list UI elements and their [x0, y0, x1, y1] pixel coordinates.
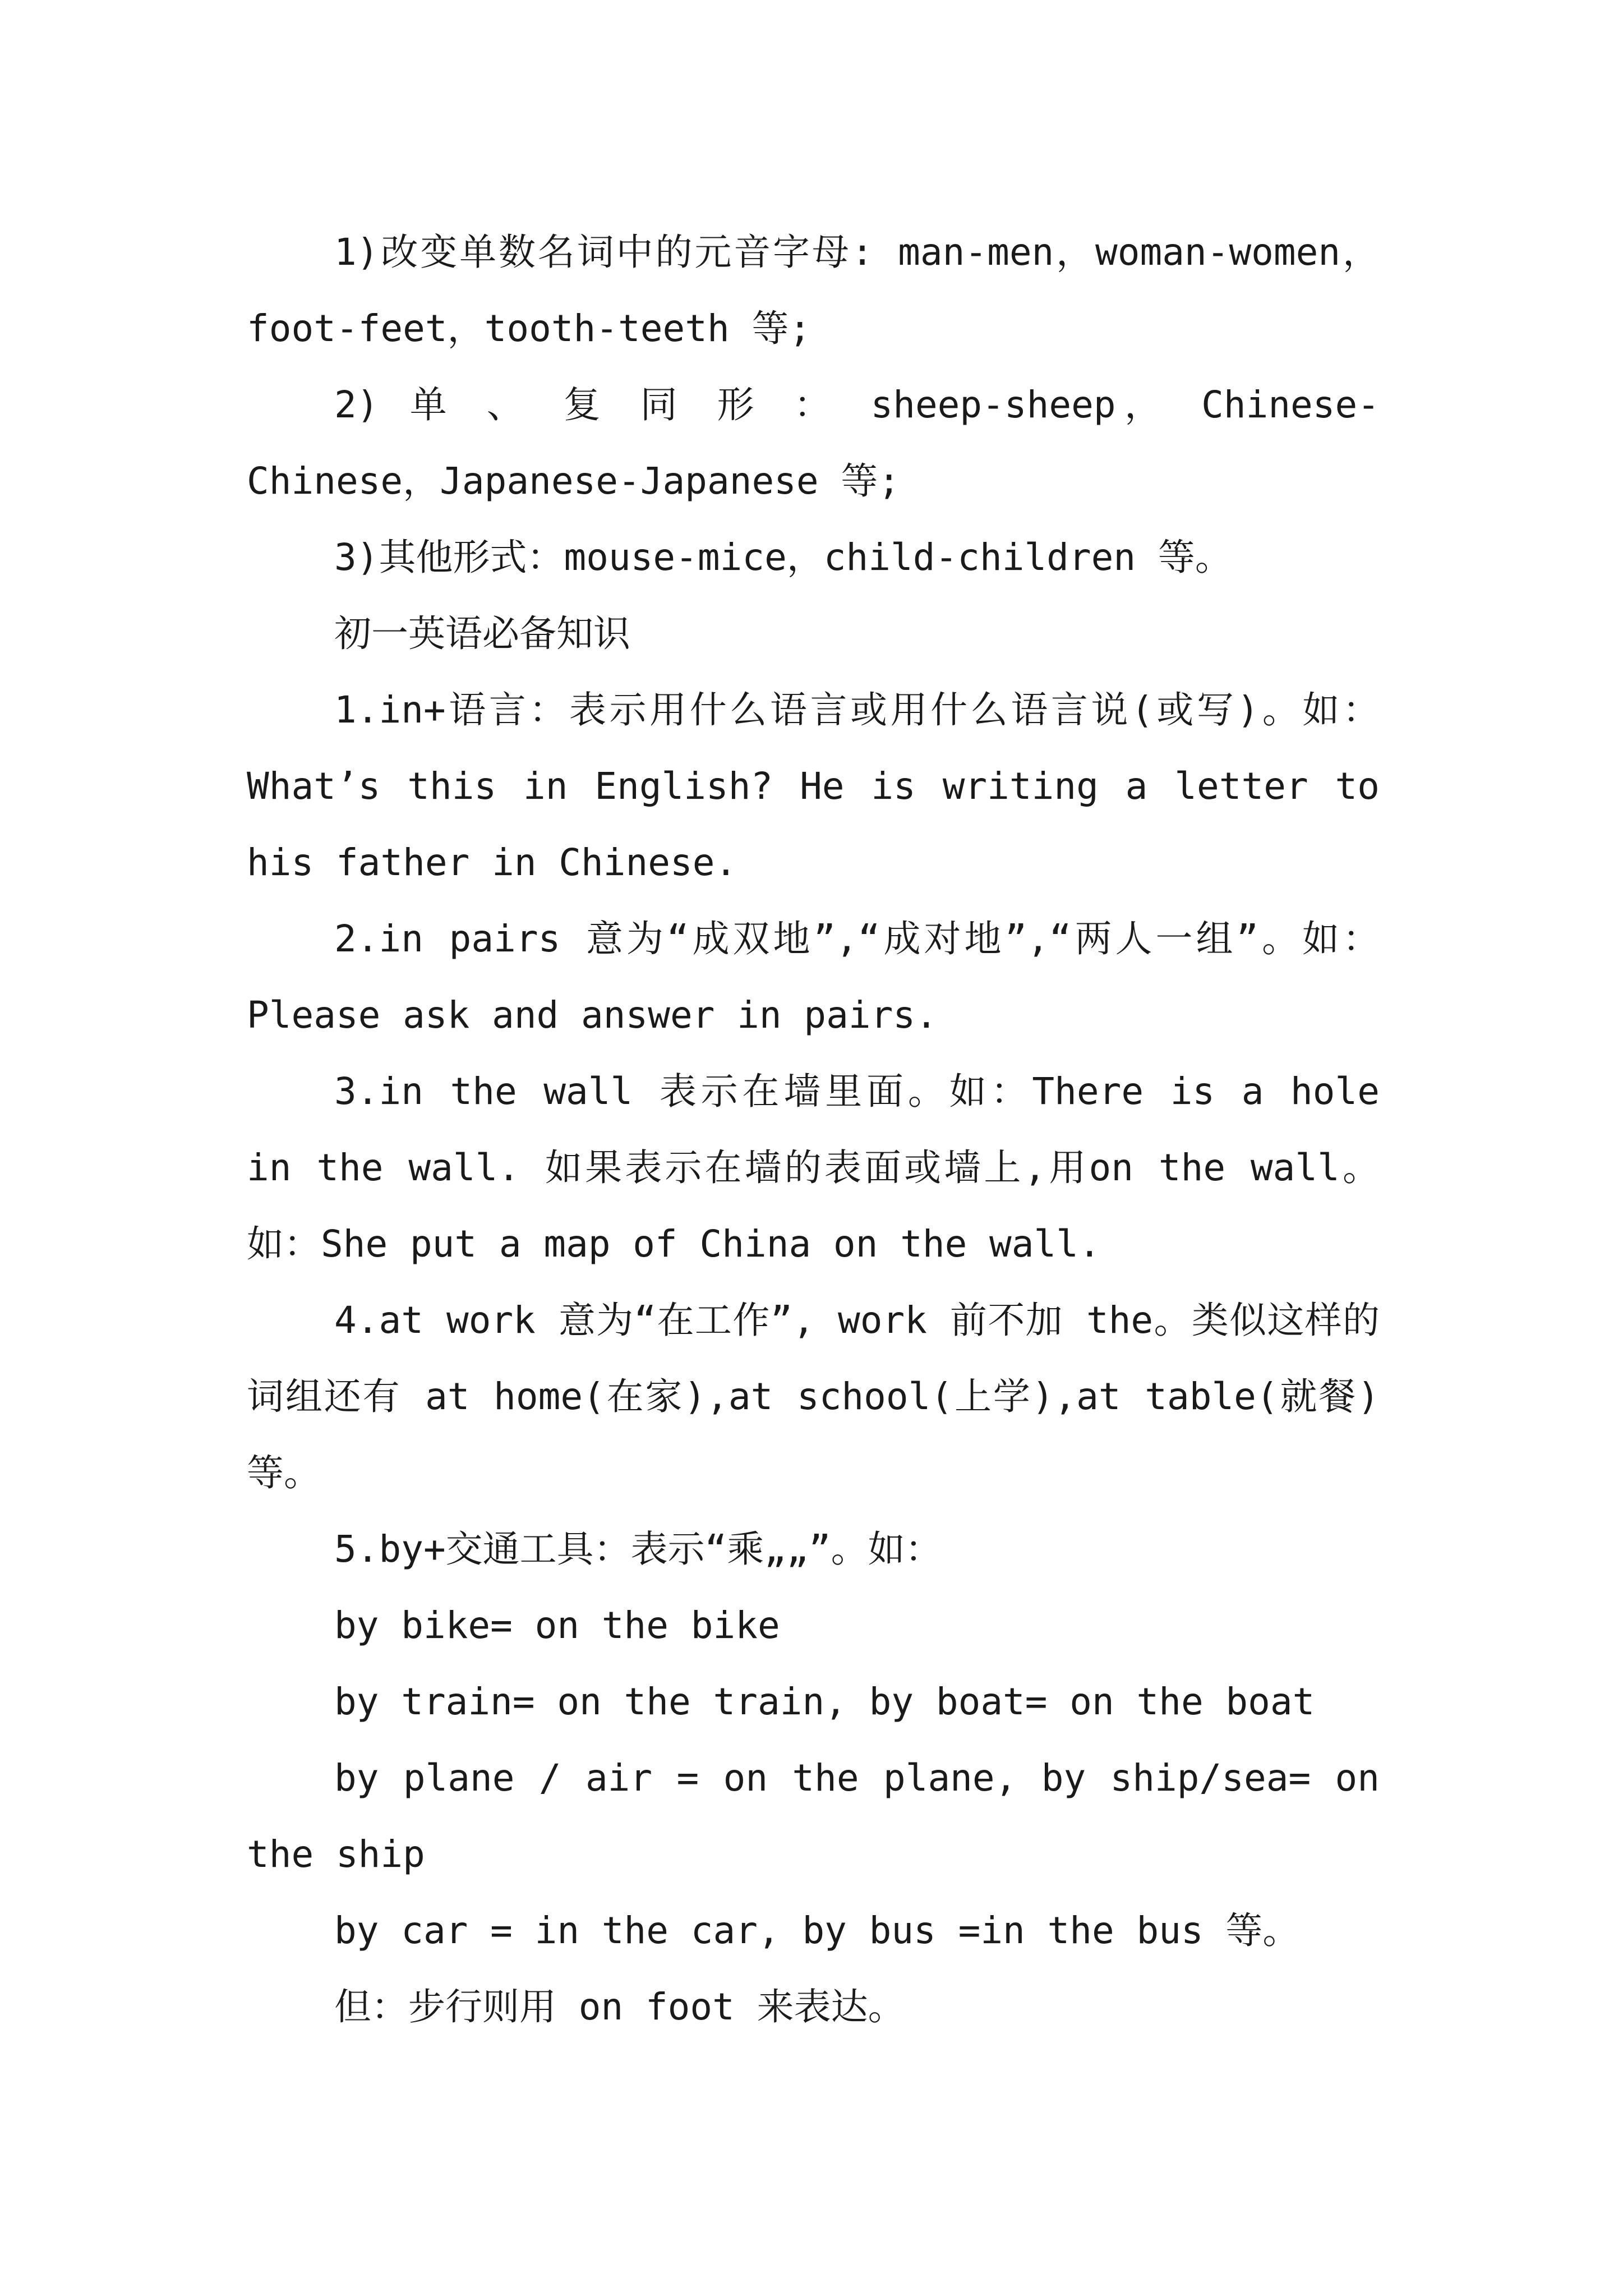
paragraph-other-forms: 3)其他形式：mouse-mice，child-children 等。 — [334, 536, 1232, 579]
example-by-plane-ship: by plane / air = on the plane, by ship/sea= on the ship — [247, 1756, 1380, 1876]
paragraph-in-language: 1.in+语言：表示用什么语言或用什么语言说(或写)。如：What’s this in English? He is writing a letter to his father in Chinese. — [247, 688, 1380, 884]
paragraph-vowel-change: 1)改变单数名词中的元音字母: man-men，woman-women，foot-feet，tooth-teeth 等; — [247, 231, 1380, 350]
example-by-train-boat: by train= on the train, by boat= on the boat — [334, 1680, 1315, 1723]
paragraph-in-pairs: 2.in pairs 意为“成双地”,“成对地”,“两人一组”。如：Please ask and answer in pairs. — [247, 917, 1380, 1037]
paragraph-on-foot: 但：步行则用 on foot 来表达。 — [334, 1985, 905, 2028]
section-heading: 初一英语必备知识 — [334, 612, 630, 655]
paragraph-same-form: 2) 单 、 复 同 形 ： sheep-sheep， Chinese-Chinese，Japanese-Japanese 等; — [247, 383, 1380, 503]
paragraph-at-work: 4.at work 意为“在工作”, work 前不加 the。类似这样的词组还有 at home(在家),at school(上学),at table(就餐)等。 — [247, 1299, 1380, 1494]
document-body — [247, 214, 1380, 2045]
paragraph-in-the-wall: 3.in the wall 表示在墙里面。如：There is a hole in the wall. 如果表示在墙的表面或墙上,用on the wall。如：She put a map of China on the wall. — [247, 1070, 1380, 1266]
paragraph-by-transport: 5.by+交通工具：表示“乘„„”。如： — [334, 1527, 942, 1571]
example-by-car-bus: by car = in the car, by bus =in the bus 等。 — [334, 1909, 1300, 1952]
example-by-bike: by bike= on the bike — [334, 1604, 780, 1647]
